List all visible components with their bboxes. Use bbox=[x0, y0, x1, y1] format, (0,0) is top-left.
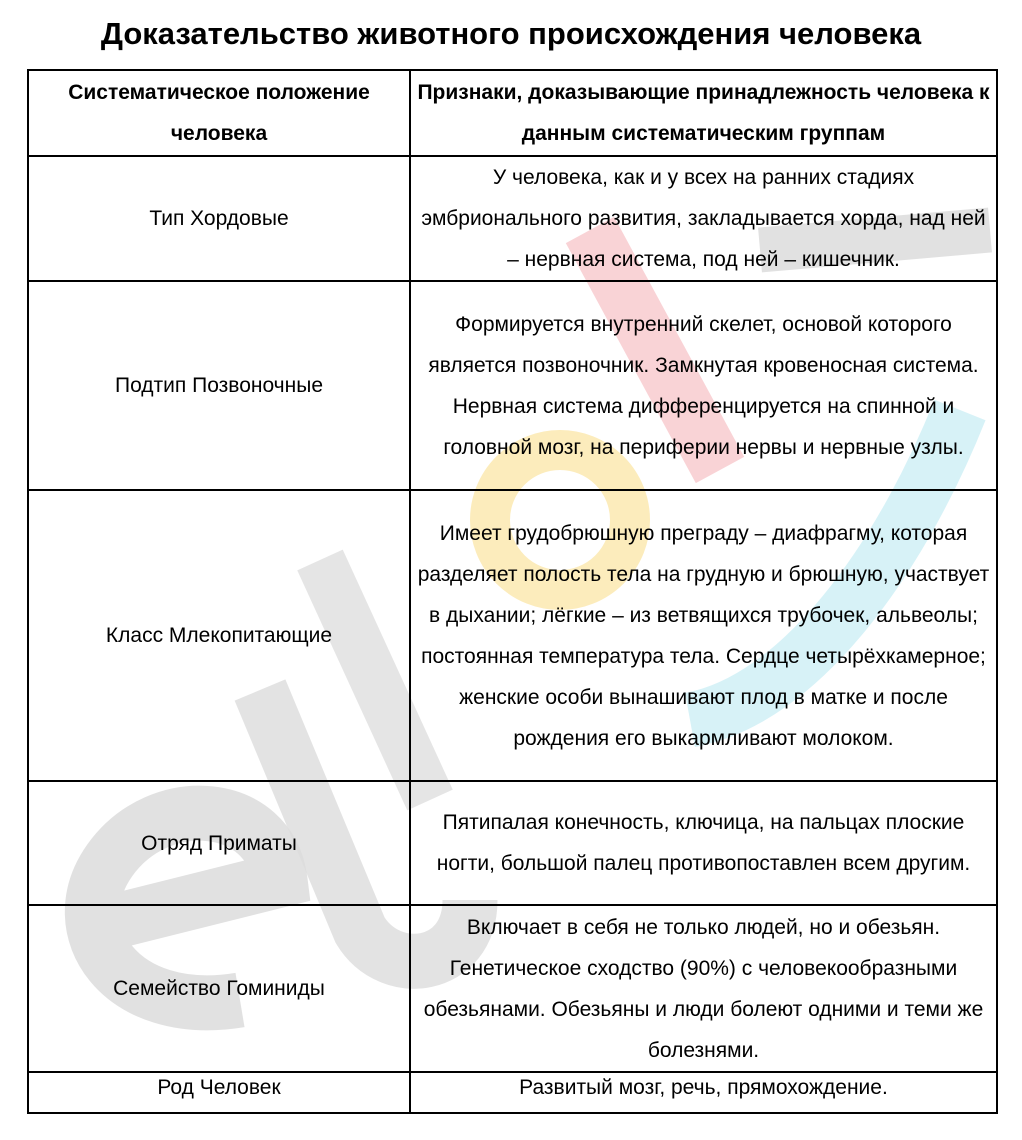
group-cell: Класс Млекопитающие bbox=[28, 490, 410, 781]
signs-cell: Пятипалая конечность, ключица, на пальцах плоские ногти, большой палец противопоставлен всем другим. bbox=[410, 781, 997, 905]
evidence-table bbox=[27, 69, 998, 1114]
table-row bbox=[28, 1072, 997, 1113]
signs-cell: У человека, как и у всех на ранних стадиях эмбрионального развития, закладывается хорда, над ней – нервная система, под ней – кишечник. bbox=[410, 156, 997, 281]
signs-cell: Развитый мозг, речь, прямохождение. bbox=[410, 1072, 997, 1113]
table-row bbox=[28, 490, 997, 781]
column-header: Признаки, доказывающие принадлежность человека к данным систематическим группам bbox=[410, 70, 997, 156]
table-header-row bbox=[28, 70, 997, 156]
group-cell: Тип Хордовые bbox=[28, 156, 410, 281]
page-title: Доказательство животного происхождения человека bbox=[100, 16, 922, 51]
group-cell: Отряд Приматы bbox=[28, 781, 410, 905]
table-row bbox=[28, 781, 997, 905]
table-row bbox=[28, 905, 997, 1072]
signs-cell: Формируется внутренний скелет, основой которого является позвоночник. Замкнутая кровеносная система. Нервная система дифференцируется на спинной и головной мозг, на периферии нервы и нервные узлы. bbox=[410, 281, 997, 490]
table-row bbox=[28, 156, 997, 281]
group-cell: Род Человек bbox=[28, 1072, 410, 1113]
group-cell: Семейство Гоминиды bbox=[28, 905, 410, 1072]
table-row bbox=[28, 281, 997, 490]
signs-cell: Включает в себя не только людей, но и обезьян. Генетическое сходство (90%) с человекообразными обезьянами. Обезьяны и люди болеют одними и теми же болезнями. bbox=[410, 905, 997, 1072]
signs-cell: Имеет грудобрюшную преграду – диафрагму, которая разделяет полость тела на грудную и брюшную, участвует в дыхании; лёгкие – из ветвящихся трубочек, альвеолы; постоянная температура тела. Сердце четырёхкамерное; женские особи вынашивают плод в матке и после рождения его выкармливают молоком. bbox=[410, 490, 997, 781]
group-cell: Подтип Позвоночные bbox=[28, 281, 410, 490]
column-header: Систематическое положение человека bbox=[28, 70, 410, 156]
